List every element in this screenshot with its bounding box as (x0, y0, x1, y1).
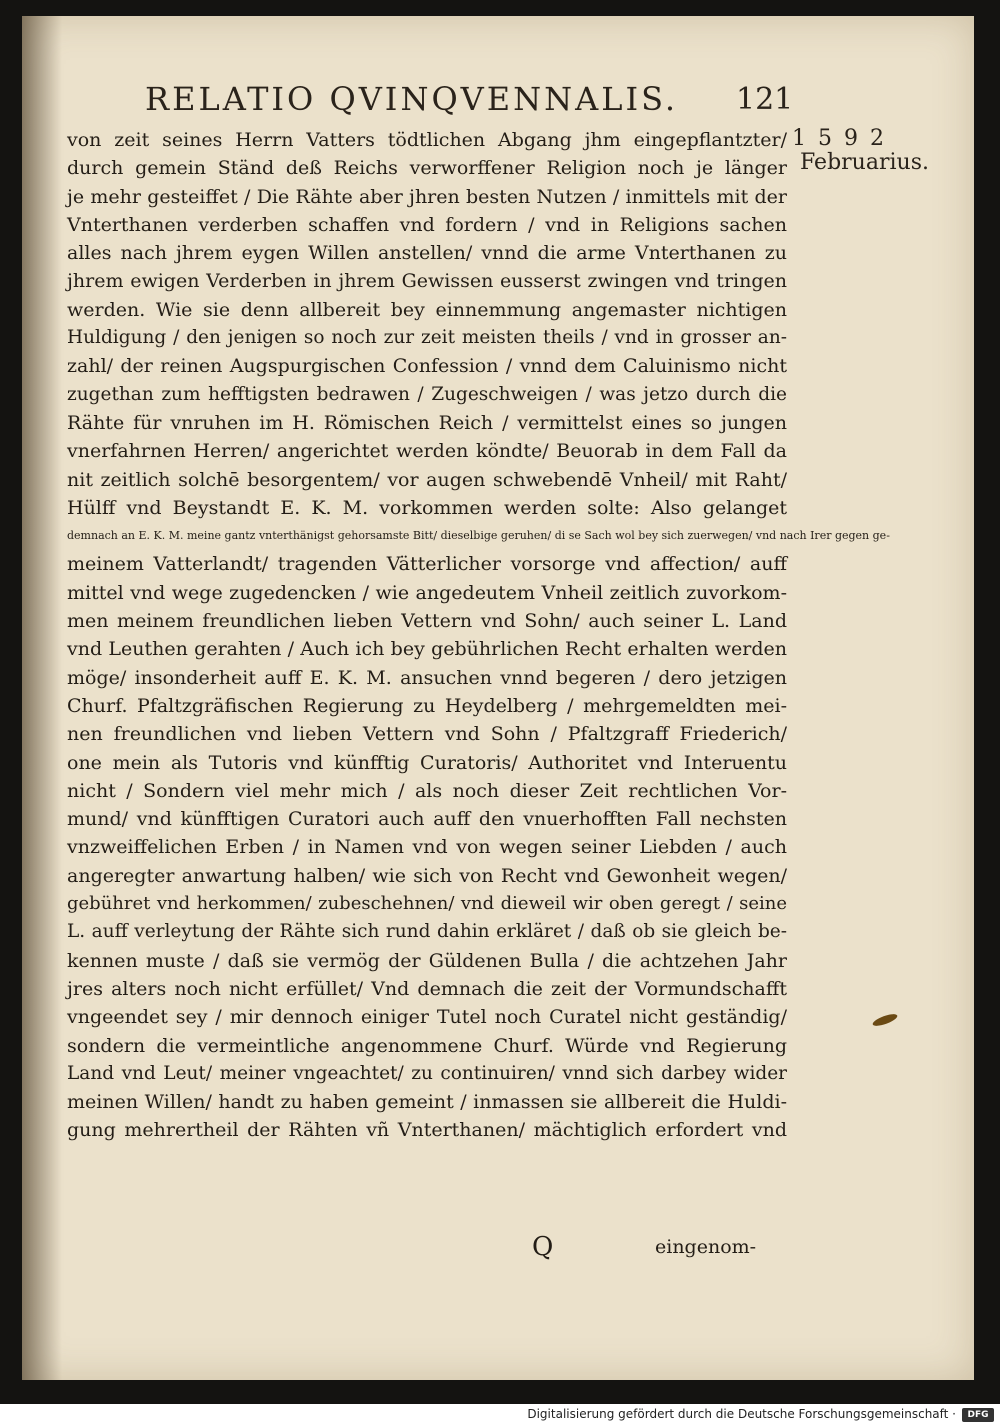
text-line: angeregter anwartung halben/ wie sich von Recht vnd Gewonheit wegen/ (67, 864, 787, 887)
catchword: eingenom- (655, 1236, 757, 1258)
text-line: von zeit seines Herrn Vatters tödtlichen Abgang jhm eingepflantzter/ (67, 129, 787, 151)
text-line: je mehr gesteiffet / Die Rähte aber jhren besten Nutzen / inmittels mit der (67, 185, 787, 208)
gutter-shadow (22, 16, 62, 1380)
text-line: one mein als Tutoris vnd künfftig Curatoris/ Authoritet vnd Interuentu (67, 751, 787, 774)
text-line: Hülff vnd Beystandt E. K. M. vorkommen werden solte: Also gelanget (67, 496, 787, 519)
text-line: jres alters noch nicht erfüllet/ Vnd demnach die zeit der Vormundschafft (67, 977, 787, 1000)
text-line: Land vnd Leut/ meiner vngeachtet/ zu continuiren/ vnnd sich darbey wider (67, 1062, 787, 1084)
text-line: jhrem ewigen Verderben in jhrem Gewissen eusserst zwingen vnd tringen (67, 270, 787, 293)
text-line: meinen Willen/ handt zu haben gemeint / inmassen sie allbereit die Huldi- (67, 1091, 787, 1114)
text-line: gung mehrertheil der Rähten vñ Vnterthanen/ mächtiglich erfordert vnd (67, 1119, 787, 1142)
signature-mark: Q (532, 1232, 554, 1262)
dfg-logo-icon: DFG (962, 1408, 994, 1422)
text-line: demnach an E. K. M. meine gantz vnterthänigst gehorsamste Bitt/ dieselbige geruhen/ di se Sach wol bey sich zuerwegen/ vnd nach Irer gegen ge- (67, 529, 890, 543)
page-number: 121 (736, 82, 794, 117)
text-line: nen freundlichen vnd lieben Vettern vnd Sohn / Pfaltzgraff Friederich/ (67, 723, 787, 746)
text-line: meinem Vatterlandt/ tragenden Vätterlicher vorsorge vnd affection/ auff (67, 553, 787, 576)
running-title: RELATIO QVINQVENNALIS. (145, 80, 679, 118)
text-line: nit zeitlich solchē besorgentem/ vor augen schwebendē Vnheil/ mit Raht/ (67, 468, 787, 491)
text-line: Churf. Pfaltzgräfischen Regierung zu Heydelberg / mehrgemeldten mei- (67, 694, 787, 717)
text-line: zahl/ der reinen Augspurgischen Confession / vnnd dem Caluinismo nicht (67, 355, 787, 378)
text-line: nicht / Sondern viel mehr mich / als noch dieser Zeit rechtlichen Vor- (67, 779, 787, 802)
text-line: vngeendet sey / mir dennoch einiger Tutel noch Curatel nicht geständig/ (67, 1006, 787, 1029)
text-line: werden. Wie sie denn allbereit bey einnemmung angemaster nichtigen (67, 298, 787, 321)
funding-credit: Digitalisierung gefördert durch die Deutsche Forschungsgemeinschaft · (527, 1407, 956, 1421)
digitization-footer (0, 1404, 1000, 1427)
text-line: Rähte für vnruhen im H. Römischen Reich / vermittelst eines so jungen (67, 411, 787, 434)
text-line: zugethan zum hefftigsten bedrawen / Zugeschweigen / was jetzo durch die (67, 383, 787, 405)
text-line: gebühret vnd herkommen/ zubeschehnen/ vnd dieweil wir oben geregt / seine (67, 893, 787, 915)
text-line: L. auff verleytung der Rähte sich rund dahin erkläret / daß ob sie gleich be- (67, 921, 787, 943)
text-line: vnd Leuthen gerahten / Auch ich bey gebührlichen Recht erhalten werden (67, 638, 787, 661)
text-line: sondern die vermeintliche angenommene Churf. Würde vnd Regierung (67, 1034, 787, 1057)
text-line: durch gemein Ständ deß Reichs verworffener Religion noch je länger (67, 157, 787, 180)
margin-note-month: Februarius. (800, 150, 929, 175)
text-line: möge/ insonderheit auff E. K. M. ansuchen vnnd begeren / dero jetzigen (67, 666, 787, 689)
text-line: vnerfahrnen Herren/ angerichtet werden köndte/ Beuorab in dem Fall da (67, 440, 787, 463)
text-line: men meinem freundlichen lieben Vettern vnd Sohn/ auch seiner L. Land (67, 610, 787, 633)
text-line: mittel vnd wege zugedencken / wie angedeutem Vnheil zeitlich zuvorkom- (67, 581, 787, 604)
margin-note-year: 1592 (792, 126, 896, 151)
text-line: alles nach jhrem eygen Willen anstellen/ vnnd die arme Vnterthanen zu (67, 242, 787, 265)
text-line: vnzweiffelichen Erben / in Namen vnd von wegen seiner Liebden / auch (67, 836, 787, 859)
text-line: mund/ vnd künfftigen Curatori auch auff den vnuerhofften Fall nechsten (67, 808, 787, 831)
text-line: kennen muste / daß sie vermög der Güldenen Bulla / die achtzehen Jahr (67, 949, 787, 972)
text-line: Vnterthanen verderben schaffen vnd fordern / vnd in Religions sachen (67, 213, 787, 236)
text-line: Huldigung / den jenigen so noch zur zeit meisten theils / vnd in grosser an- (67, 327, 787, 349)
